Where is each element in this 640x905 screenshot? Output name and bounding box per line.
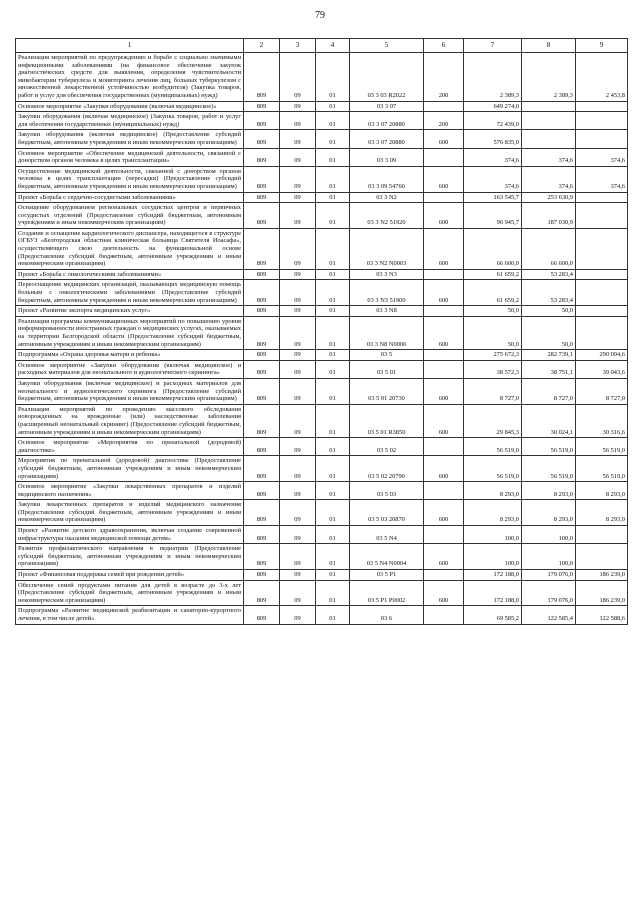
amount-year-3: 290 094,6: [576, 350, 628, 361]
target-article-code: 03 3 N2 51920: [350, 203, 424, 229]
amount-year-1: 100,0: [464, 544, 522, 570]
table-row: [16, 438, 628, 456]
row-name: [16, 456, 244, 482]
expense-type-code: [424, 350, 464, 361]
row-name: [16, 203, 244, 229]
row-name: [16, 316, 244, 349]
expense-type-code: 600: [424, 166, 464, 192]
amount-year-1: 69 585,2: [464, 606, 522, 624]
amount-year-2: 100,0: [522, 544, 576, 570]
amount-year-3: [576, 544, 628, 570]
section-code: 09: [280, 148, 316, 166]
amount-year-2: 179 076,0: [522, 580, 576, 606]
row-name: [16, 438, 244, 456]
table-row: [16, 280, 628, 306]
subsection-code: 01: [316, 580, 350, 606]
amount-year-1: 8 293,0: [464, 482, 522, 500]
table-row: [16, 148, 628, 166]
target-article-code: 03 3 N8: [350, 306, 424, 317]
subsection-code: 01: [316, 438, 350, 456]
section-code: 09: [280, 280, 316, 306]
ministry-code: 809: [244, 53, 280, 102]
page-number: 79: [315, 10, 325, 21]
section-code: 09: [280, 306, 316, 317]
subsection-code: 01: [316, 482, 350, 500]
section-code: 09: [280, 500, 316, 526]
table-row: [16, 228, 628, 269]
section-code: 09: [280, 570, 316, 581]
expense-type-code: [424, 148, 464, 166]
column-number: 8: [522, 39, 576, 53]
target-article-code: 03 5 N4: [350, 526, 424, 544]
amount-year-2: 2 389,3: [522, 53, 576, 102]
section-code: 09: [280, 606, 316, 624]
amount-year-2: 100,0: [522, 526, 576, 544]
amount-year-3: 56 519,0: [576, 438, 628, 456]
expense-type-code: 600: [424, 280, 464, 306]
section-code: 09: [280, 438, 316, 456]
amount-year-1: 576 835,0: [464, 130, 522, 148]
subsection-code: 01: [316, 404, 350, 437]
row-name: [16, 166, 244, 192]
row-name-text: Закупки оборудования (включая медицинское) и расходных материалов для неонатального и аудиологического скрининга (Предоставление субсидий бюджетным, автономным учреждениям и иным некоммерческим организациям): [18, 379, 241, 403]
section-code: 09: [280, 101, 316, 112]
amount-year-2: [522, 130, 576, 148]
expense-type-code: 600: [424, 580, 464, 606]
subsection-code: 01: [316, 544, 350, 570]
target-article-code: 03 3 07: [350, 101, 424, 112]
ministry-code: 809: [244, 456, 280, 482]
amount-year-3: [576, 130, 628, 148]
amount-year-2: 50,0: [522, 306, 576, 317]
expense-type-code: 600: [424, 316, 464, 349]
row-name: [16, 280, 244, 306]
amount-year-3: [576, 526, 628, 544]
row-name-text: Переоснащение медицинских организаций, оказывающих медицинскую помощь больным с онкологическими заболеваниями (Предоставление субсидий бюджетным, автономным учреждениям и иным некоммерческим организациям): [18, 281, 241, 304]
column-number-row: [16, 39, 628, 53]
row-name-text: Проект «Развитие экспорта медицинских услуг»: [18, 307, 151, 315]
ministry-code: 809: [244, 378, 280, 404]
row-name-text: Осуществление медицинской деятельности, связанной с донорством органов человека в целях трансплантации (пересадки) (Предоставление субсидий бюджетным, автономным учреждениям и иным некоммерческим организациям): [18, 167, 241, 190]
amount-year-3: 8 293,0: [576, 482, 628, 500]
column-number: 6: [424, 39, 464, 53]
section-code: 09: [280, 350, 316, 361]
row-name-text: Подпрограмма «Развитие медицинской реабилитации и санаторно-курортного лечения, в том числе детей»: [18, 607, 241, 622]
ministry-code: 809: [244, 544, 280, 570]
ministry-code: 809: [244, 438, 280, 456]
amount-year-1: 374,6: [464, 148, 522, 166]
subsection-code: 01: [316, 570, 350, 581]
row-name: [16, 378, 244, 404]
ministry-code: 809: [244, 148, 280, 166]
subsection-code: 01: [316, 269, 350, 280]
section-code: 09: [280, 166, 316, 192]
target-article-code: 03 3 03 R2022: [350, 53, 424, 102]
subsection-code: 01: [316, 148, 350, 166]
target-article-code: 03 5 02 20790: [350, 456, 424, 482]
row-name-text: Закупки лекарственных препаратов и изделий медицинского назначения (Предоставление субсидий бюджетным, автономным учреждениям и иным некоммерческим организациям): [18, 501, 241, 524]
subsection-code: 01: [316, 130, 350, 148]
section-code: 09: [280, 482, 316, 500]
expense-type-code: 600: [424, 378, 464, 404]
subsection-code: 01: [316, 606, 350, 624]
expense-type-code: [424, 269, 464, 280]
amount-year-3: [576, 269, 628, 280]
target-article-code: 03 5 03 20870: [350, 500, 424, 526]
amount-year-3: [576, 228, 628, 269]
ministry-code: 809: [244, 203, 280, 229]
amount-year-1: 8 293,0: [464, 500, 522, 526]
expense-type-code: [424, 101, 464, 112]
target-article-code: 03 3 07 20880: [350, 112, 424, 130]
row-name: [16, 350, 244, 361]
row-name-text: Проект «Борьба с онкологическими заболеваниями»: [18, 270, 162, 278]
target-article-code: 03 3 N8 N0006: [350, 316, 424, 349]
section-code: 09: [280, 580, 316, 606]
amount-year-1: 61 659,2: [464, 269, 522, 280]
expense-type-code: [424, 192, 464, 203]
amount-year-2: 66 600,0: [522, 228, 576, 269]
row-name-text: Проект «Развитие детского здравоохранения, включая создание современной инфраструктуры оказания медицинской помощи детям»: [18, 527, 241, 542]
expense-type-code: 600: [424, 404, 464, 437]
ministry-code: 809: [244, 570, 280, 581]
target-article-code: 03 3 N3 51900: [350, 280, 424, 306]
section-code: 09: [280, 456, 316, 482]
subsection-code: 01: [316, 306, 350, 317]
amount-year-1: 38 572,3: [464, 360, 522, 378]
row-name-text: Обеспечение семей продуктами питания для детей в возрасте до 3-х лет (Предоставление субсидий бюджетным, автономным учреждениям и иным некоммерческим организациям): [18, 581, 241, 604]
amount-year-3: [576, 306, 628, 317]
amount-year-1: 56 519,0: [464, 456, 522, 482]
section-code: 09: [280, 360, 316, 378]
target-article-code: 03 3 N2 N0003: [350, 228, 424, 269]
amount-year-2: 179 076,0: [522, 570, 576, 581]
row-name: [16, 526, 244, 544]
expense-type-code: [424, 360, 464, 378]
column-number: 5: [350, 39, 424, 53]
subsection-code: 01: [316, 316, 350, 349]
table-row: [16, 130, 628, 148]
ministry-code: 809: [244, 606, 280, 624]
amount-year-1: 172 188,0: [464, 580, 522, 606]
row-name: [16, 306, 244, 317]
row-name-text: Мероприятия по пренатальной (дородовой) диагностике (Предоставление субсидий бюджетным, автономным учреждениям и иным некоммерческим организациям): [18, 457, 241, 480]
section-code: 09: [280, 316, 316, 349]
row-name: [16, 606, 244, 624]
ministry-code: 809: [244, 482, 280, 500]
target-article-code: 03 5 01 R3850: [350, 404, 424, 437]
ministry-code: 809: [244, 306, 280, 317]
target-article-code: 03 5 P1: [350, 570, 424, 581]
amount-year-3: 122 588,6: [576, 606, 628, 624]
section-code: 09: [280, 112, 316, 130]
row-name: [16, 112, 244, 130]
amount-year-2: 56 519,0: [522, 456, 576, 482]
row-name-text: Закупки оборудования (включая медицинское) (Закупка товаров, работ и услуг для обеспечения государственных (муниципальных) нужд): [18, 113, 241, 128]
amount-year-1: 50,0: [464, 306, 522, 317]
amount-year-3: 374,6: [576, 166, 628, 192]
section-code: 09: [280, 203, 316, 229]
column-number: 7: [464, 39, 522, 53]
amount-year-3: 8 727,0: [576, 378, 628, 404]
ministry-code: 809: [244, 166, 280, 192]
amount-year-2: 8 293,0: [522, 482, 576, 500]
expense-type-code: 600: [424, 544, 464, 570]
expense-type-code: 200: [424, 112, 464, 130]
table-row: [16, 306, 628, 317]
table-body: [16, 53, 628, 625]
table-row: [16, 606, 628, 624]
target-article-code: 03 3 N2: [350, 192, 424, 203]
table-row: [16, 482, 628, 500]
amount-year-1: 2 389,3: [464, 53, 522, 102]
section-code: 09: [280, 130, 316, 148]
section-code: 09: [280, 526, 316, 544]
table-row: [16, 350, 628, 361]
table-row: [16, 53, 628, 102]
target-article-code: 03 3 07 20880: [350, 130, 424, 148]
amount-year-1: 8 727,0: [464, 378, 522, 404]
amount-year-1: 50,0: [464, 316, 522, 349]
section-code: 09: [280, 269, 316, 280]
amount-year-2: 8 293,0: [522, 500, 576, 526]
expense-type-code: [424, 306, 464, 317]
subsection-code: 01: [316, 192, 350, 203]
subsection-code: 01: [316, 526, 350, 544]
amount-year-1: 172 188,0: [464, 570, 522, 581]
column-number: 2: [244, 39, 280, 53]
ministry-code: 809: [244, 404, 280, 437]
row-name-text: Оснащение оборудованием региональных сосудистых центров и первичных сосудистых отделений (Предоставление субсидий бюджетным, автономным учреждениям и иным некоммерческим организациям): [18, 204, 241, 227]
ministry-code: 809: [244, 360, 280, 378]
expense-type-code: [424, 482, 464, 500]
expense-type-code: [424, 570, 464, 581]
amount-year-3: [576, 316, 628, 349]
row-name: [16, 130, 244, 148]
amount-year-1: 163 545,7: [464, 192, 522, 203]
row-name-text: Проект «Борьба с сердечно-сосудистыми заболеваниями»: [18, 193, 176, 201]
ministry-code: 809: [244, 580, 280, 606]
expense-type-code: 600: [424, 203, 464, 229]
row-name: [16, 360, 244, 378]
amount-year-3: 186 239,0: [576, 570, 628, 581]
table-row: [16, 580, 628, 606]
amount-year-2: 374,6: [522, 166, 576, 192]
ministry-code: 809: [244, 500, 280, 526]
column-number: 1: [16, 39, 244, 53]
amount-year-2: 282 739,1: [522, 350, 576, 361]
ministry-code: 809: [244, 112, 280, 130]
section-code: 09: [280, 404, 316, 437]
amount-year-3: [576, 112, 628, 130]
row-name: [16, 53, 244, 102]
amount-year-2: 374,6: [522, 148, 576, 166]
amount-year-2: 56 519,0: [522, 438, 576, 456]
subsection-code: 01: [316, 378, 350, 404]
column-number: 4: [316, 39, 350, 53]
row-name-text: Реализация мероприятий по предупреждению и борьбе с социально значимыми инфекционными заболеваниями (на финансовое обеспечение закупок диагностических средств для выявления, определения чувствительности микобактерии туберкулеза и мониторинга лечения лиц, больных туберкулезом с множественной лекарственной устойчивостью возбудителя) (Закупка товаров, работ и услуг для обеспечения государственных (муниципальных) нужд): [18, 54, 241, 99]
ministry-code: 809: [244, 350, 280, 361]
table-row: [16, 166, 628, 192]
amount-year-3: 56 519,0: [576, 456, 628, 482]
expense-type-code: [424, 606, 464, 624]
column-number: 3: [280, 39, 316, 53]
subsection-code: 01: [316, 101, 350, 112]
row-name: [16, 482, 244, 500]
table-row: [16, 500, 628, 526]
subsection-code: 01: [316, 228, 350, 269]
expense-type-code: [424, 526, 464, 544]
row-name: [16, 500, 244, 526]
table-row: [16, 360, 628, 378]
table-row: [16, 203, 628, 229]
subsection-code: 01: [316, 280, 350, 306]
row-name: [16, 192, 244, 203]
column-number: 9: [576, 39, 628, 53]
ministry-code: 809: [244, 280, 280, 306]
row-name-text: Подпрограмма «Охрана здоровья матери и ребенка»: [18, 351, 161, 359]
amount-year-1: 56 519,0: [464, 438, 522, 456]
table-row: [16, 526, 628, 544]
ministry-code: 809: [244, 316, 280, 349]
target-article-code: 03 6: [350, 606, 424, 624]
expense-type-code: 600: [424, 500, 464, 526]
amount-year-1: 100,0: [464, 526, 522, 544]
row-name-text: Основное мероприятие «Закупки лекарственных препаратов и изделий медицинского назначения»: [18, 483, 241, 498]
table-row: [16, 101, 628, 112]
expense-type-code: 600: [424, 456, 464, 482]
expense-type-code: [424, 438, 464, 456]
target-article-code: 03 3 09: [350, 148, 424, 166]
row-name: [16, 101, 244, 112]
table-row: [16, 544, 628, 570]
section-code: 09: [280, 378, 316, 404]
amount-year-2: 122 585,4: [522, 606, 576, 624]
row-name-text: Основное мероприятие «Мероприятия по пренатальной (дородовой) диагностике»: [18, 439, 241, 454]
amount-year-1: 72 439,0: [464, 112, 522, 130]
row-name-text: Реализация программы коммуникационных мероприятий по повышению уровня информированности иностранных граждан о медицинских услугах, оказываемых на территории Белгородской области (Предоставление субсидий бюджетным, автономным учреждениям и иным некоммерческим организациям): [18, 317, 241, 348]
subsection-code: 01: [316, 203, 350, 229]
expense-type-code: 600: [424, 228, 464, 269]
target-article-code: 03 5 03: [350, 482, 424, 500]
budget-table: [15, 38, 628, 625]
target-article-code: 03 3 N3: [350, 269, 424, 280]
row-name-text: Реализация мероприятий по проведению массового обследования новорожденных на врожденные (или) наследственные заболевания (расширенный неонатальный скрининг) (Предоставление субсидий бюджетным, автономным учреждениям и иным некоммерческим организациям): [18, 405, 241, 436]
target-article-code: 03 5 P1 P0002: [350, 580, 424, 606]
amount-year-2: 187 030,9: [522, 203, 576, 229]
amount-year-3: 2 453,8: [576, 53, 628, 102]
target-article-code: 03 3 09 54760: [350, 166, 424, 192]
subsection-code: 01: [316, 166, 350, 192]
amount-year-2: [522, 112, 576, 130]
subsection-code: 01: [316, 456, 350, 482]
row-name-text: Закупки оборудования (включая медицинское) (Предоставление субсидий бюджетным, автономным учреждениям и иным некоммерческим организациям): [18, 131, 241, 146]
table-row: [16, 456, 628, 482]
amount-year-1: 275 672,3: [464, 350, 522, 361]
amount-year-3: 39 043,6: [576, 360, 628, 378]
row-name-text: Основное мероприятие «Закупки оборудования (включая медицинское)»: [18, 102, 217, 110]
row-name: [16, 544, 244, 570]
amount-year-3: [576, 101, 628, 112]
amount-year-2: 53 283,4: [522, 269, 576, 280]
amount-year-2: 50,0: [522, 316, 576, 349]
target-article-code: 03 5 N4 N0004: [350, 544, 424, 570]
section-code: 09: [280, 228, 316, 269]
row-name: [16, 228, 244, 269]
amount-year-2: 253 630,9: [522, 192, 576, 203]
row-name-text: Основное мероприятие «Обеспечение медицинской деятельности, связанной с донорством органов человека в целях трансплантации»: [18, 149, 241, 165]
ministry-code: 809: [244, 130, 280, 148]
table-row: [16, 269, 628, 280]
amount-year-2: 30 024,1: [522, 404, 576, 437]
section-code: 09: [280, 53, 316, 102]
table-row: [16, 570, 628, 581]
amount-year-1: 61 659,2: [464, 280, 522, 306]
amount-year-2: 8 727,0: [522, 378, 576, 404]
ministry-code: 809: [244, 101, 280, 112]
row-name: [16, 404, 244, 437]
table-row: [16, 378, 628, 404]
expense-type-code: 600: [424, 130, 464, 148]
section-code: 09: [280, 544, 316, 570]
row-name: [16, 580, 244, 606]
expense-type-code: 200: [424, 53, 464, 102]
amount-year-3: 186 239,0: [576, 580, 628, 606]
amount-year-3: 30 316,6: [576, 404, 628, 437]
table-row: [16, 192, 628, 203]
amount-year-2: 53 283,4: [522, 280, 576, 306]
target-article-code: 03 5 02: [350, 438, 424, 456]
amount-year-3: [576, 203, 628, 229]
ministry-code: 809: [244, 269, 280, 280]
subsection-code: 01: [316, 112, 350, 130]
amount-year-3: [576, 192, 628, 203]
subsection-code: 01: [316, 500, 350, 526]
amount-year-1: 66 600,0: [464, 228, 522, 269]
ministry-code: 809: [244, 228, 280, 269]
amount-year-1: 649 274,0: [464, 101, 522, 112]
subsection-code: 01: [316, 53, 350, 102]
amount-year-1: 29 845,3: [464, 404, 522, 437]
row-name-text: Создание и оснащение кардиологического диспансера, находящегося в структуре ОГБУЗ «Белгородская областная клиническая больница Святителя Иоасафа», осуществляющего свою деятельность на функциональной основе (Предоставление субсидий бюджетным, автономным учреждениям и иным некоммерческим организациям): [18, 229, 241, 268]
amount-year-2: 38 751,1: [522, 360, 576, 378]
row-name: [16, 148, 244, 166]
amount-year-1: 374,6: [464, 166, 522, 192]
ministry-code: 809: [244, 192, 280, 203]
subsection-code: 01: [316, 360, 350, 378]
ministry-code: 809: [244, 526, 280, 544]
amount-year-1: 96 945,7: [464, 203, 522, 229]
amount-year-3: [576, 280, 628, 306]
amount-year-3: 374,6: [576, 148, 628, 166]
amount-year-2: [522, 101, 576, 112]
row-name: [16, 570, 244, 581]
target-article-code: 03 5 01 20730: [350, 378, 424, 404]
table-row: [16, 316, 628, 349]
row-name-text: Проект «Финансовая поддержка семей при рождении детей»: [18, 571, 185, 579]
section-code: 09: [280, 192, 316, 203]
amount-year-3: 8 293,0: [576, 500, 628, 526]
subsection-code: 01: [316, 350, 350, 361]
table-row: [16, 404, 628, 437]
target-article-code: 03 5 01: [350, 360, 424, 378]
table-row: [16, 112, 628, 130]
row-name: [16, 269, 244, 280]
row-name-text: Основное мероприятие «Закупки оборудования (включая медицинское) и расходных материалов для неонатального и аудиологического скрининга»: [18, 361, 241, 377]
target-article-code: 03 5: [350, 350, 424, 361]
row-name-text: Развитие профилактического направления в педиатрии (Предоставление субсидий бюджетным, автономным учреждениям и иным некоммерческим организациям): [18, 545, 241, 568]
